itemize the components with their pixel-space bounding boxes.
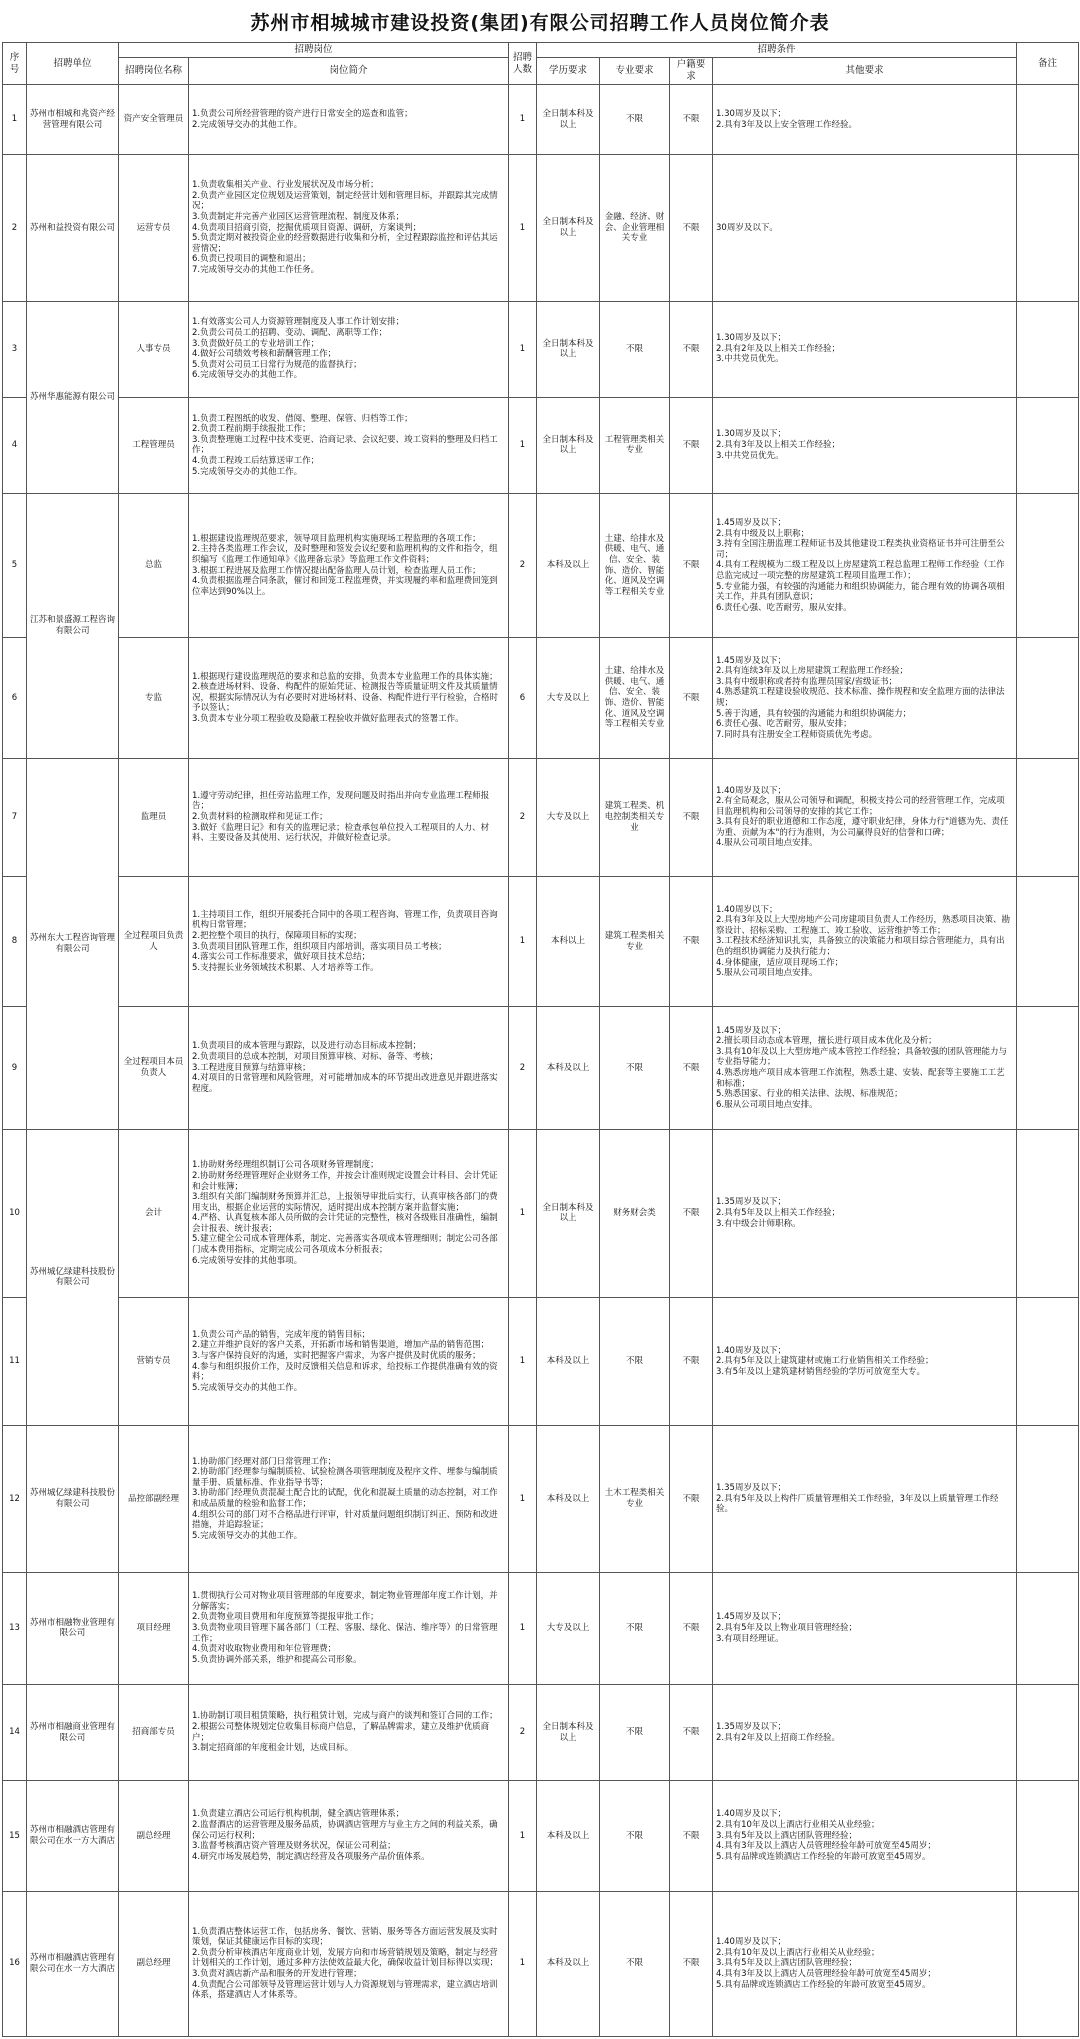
cell-desc: 1.协助制订项目租赁策略，执行租赁计划，完成与商户的谈判和签订合同的工作； 2.根据公司整体规划定位收集目标商户信息，了解品牌需求，建立及维护优质商户； 3.制定招商部的年度租金计划，达成目标。 (189, 1684, 509, 1780)
cell-desc: 1.根据现行建设监理规范的要求和总监的安排，负责本专业监理工作的具体实施； 2.核查进场材料、设备、构配件的原始凭证、检测报告等质量证明文件及其质量情况，根据实际情况认为有必要时对进场材料、设备、构配件进行平行检验，合格时予以签认； 3.负责本专业分项工程验收及隐蔽工程验收并做好监理表式的签署工作。 (189, 638, 509, 758)
cell-edu: 全日制本科及以上 (537, 155, 600, 301)
header-post-desc: 岗位简介 (189, 58, 509, 85)
cell-major: 土建、给排水及供暖、电气、通信、安全、装饰、造价、智能化、道风及空调等工程相关专业 (600, 638, 670, 758)
cell-major: 不限 (600, 1572, 670, 1684)
document-title: 苏州市相城城市建设投资(集团)有限公司招聘工作人员岗位简介表 (250, 12, 830, 34)
cell-post: 营销专员 (119, 1298, 189, 1426)
cell-desc: 1.负责工程图纸的收发、借阅、整理、保管、归档等工作； 2.负责工程前期手续报批工作； 3.负责整理施工过程中技术变更、洽商记录、会议纪要、竣工资料的整理及归档工作； 4.负责工程竣工后结算送审工作； 5.完成领导交办的其他工作。 (189, 397, 509, 493)
table-row (3, 155, 1079, 301)
cell-edu: 大专及以上 (537, 1572, 600, 1684)
cell-edu: 全日制本科及以上 (537, 301, 600, 397)
cell-seq: 10 (3, 1129, 27, 1297)
header-count: 招聘人数 (509, 43, 537, 85)
cell-major: 不限 (600, 301, 670, 397)
cell-remark (1017, 85, 1079, 155)
cell-seq: 2 (3, 155, 27, 301)
cell-edu: 本科及以上 (537, 1781, 600, 1891)
table-row (3, 1298, 1079, 1426)
cell-post: 副总经理 (119, 1891, 189, 2037)
cell-hukou: 不限 (670, 1426, 713, 1572)
cell-edu: 本科及以上 (537, 1007, 600, 1129)
cell-count: 1 (509, 155, 537, 301)
cell-seq: 15 (3, 1781, 27, 1891)
cell-seq: 6 (3, 638, 27, 758)
cell-edu: 全日制本科及以上 (537, 1684, 600, 1780)
cell-remark (1017, 1007, 1079, 1129)
table-row (3, 301, 1079, 397)
cell-remark (1017, 301, 1079, 397)
cell-hukou: 不限 (670, 1129, 713, 1297)
cell-other: 1.35周岁及以下； 2.具有2年及以上招商工作经验。 (713, 1684, 1017, 1780)
cell-desc: 1.根据建设监理规范要求，领导项目监理机构实施现场工程监理的各项工作； 2.主持各类监理工作会议，及时整理和签发会议纪要和监理机构的文件和指令，组织编写《监理工作通知单》《监理备忘录》等监理工作文件资料； 3.根据工程进展及监理工作情况提出配备监理人员计划，检查监理人员工作； 4.负责根据监理合同条款，催讨和回笼工程监理费，并实现履约率和监理费回笼到位率达到90%以上。 (189, 494, 509, 638)
cell-post: 工程管理员 (119, 397, 189, 493)
cell-edu: 本科及以上 (537, 1426, 600, 1572)
cell-post: 监理员 (119, 758, 189, 876)
cell-edu: 本科及以上 (537, 1891, 600, 2037)
cell-desc: 1.有效落实公司人力资源管理制度及人事工作计划安排； 2.负责公司员工的招聘、变动、调配、离职等工作； 3.负责做好员工的专业培训工作； 4.做好公司绩效考核和薪酬管理工作； 5.负责对公司员工日常行为规范的监督执行； 6.完成领导交办的其他工作。 (189, 301, 509, 397)
cell-remark (1017, 758, 1079, 876)
cell-count: 1 (509, 876, 537, 1006)
cell-hukou: 不限 (670, 1298, 713, 1426)
table-row (3, 1426, 1079, 1572)
cell-desc: 1.负责公司产品的销售，完成年度的销售目标； 2.建立并维护良好的客户关系，开拓新市场和销售渠道，增加产品的销售范围； 3.与客户保持良好的沟通，实时把握客户需求，为客户提供及时优质的服务； 4.参与和组织报价工作，及时反馈相关信息和诉求，给投标工作提供准确有效的资料； 5.完成领导交办的其他工作。 (189, 1298, 509, 1426)
cell-hukou: 不限 (670, 155, 713, 301)
cell-desc: 1.负责公司所经营管理的资产进行日常安全的巡查和监管； 2.完成领导交办的其他工作。 (189, 85, 509, 155)
cell-edu: 大专及以上 (537, 638, 600, 758)
cell-other: 1.30周岁及以下； 2.具有2年及以上相关工作经验； 3.中共党员优先。 (713, 301, 1017, 397)
cell-remark (1017, 397, 1079, 493)
cell-count: 1 (509, 1298, 537, 1426)
cell-desc: 1.遵守劳动纪律，担任旁站监理工作，发现问题及时指出并向专业监理工程师报告； 2.负责材料的检测取样和见证工作； 3.做好《监理日记》和有关的监理记录；检查承包单位投入工程项目的人力、材料、主要设备及其使用、运行状况，并做好检查记录。 (189, 758, 509, 876)
cell-edu: 本科及以上 (537, 494, 600, 638)
cell-unit: 江苏和景盛源工程咨询有限公司 (27, 494, 119, 759)
cell-major: 建筑工程类相关专业 (600, 876, 670, 1006)
cell-unit: 苏州东大工程咨询管理有限公司 (27, 758, 119, 1129)
cell-unit: 苏州市相融商业管理有限公司 (27, 1684, 119, 1780)
cell-other: 1.35周岁及以下； 2.具有5年及以上相关工作经验； 3.有中级会计师职称。 (713, 1129, 1017, 1297)
cell-major: 土建、给排水及供暖、电气、通信、安全、装饰、造价、智能化、道风及空调等工程相关专业 (600, 494, 670, 638)
cell-post: 资产安全管理员 (119, 85, 189, 155)
cell-count: 1 (509, 397, 537, 493)
cell-major: 建筑工程类、机电控制类相关专业 (600, 758, 670, 876)
cell-unit: 苏州城亿绿建科技股份有限公司 (27, 1129, 119, 1426)
table-row (3, 1007, 1079, 1129)
cell-other: 1.30周岁及以下； 2.具有3年及以上相关工作经验； 3.中共党员优先。 (713, 397, 1017, 493)
cell-seq: 11 (3, 1298, 27, 1426)
cell-post: 项目经理 (119, 1572, 189, 1684)
cell-hukou: 不限 (670, 1684, 713, 1780)
cell-other: 1.45周岁及以下； 2.具有5年及以上物业项目管理经验； 3.有项目经理证。 (713, 1572, 1017, 1684)
cell-hukou: 不限 (670, 494, 713, 638)
table-row (3, 1684, 1079, 1780)
recruitment-table (2, 42, 1079, 2037)
cell-remark (1017, 1684, 1079, 1780)
cell-major: 财务财会类 (600, 1129, 670, 1297)
cell-post: 副总经理 (119, 1781, 189, 1891)
cell-edu: 全日制本科及以上 (537, 397, 600, 493)
cell-major: 不限 (600, 1007, 670, 1129)
cell-remark (1017, 1298, 1079, 1426)
header-hukou: 户籍要求 (670, 58, 713, 85)
cell-post: 招商部专员 (119, 1684, 189, 1780)
cell-post: 品控部副经理 (119, 1426, 189, 1572)
cell-seq: 13 (3, 1572, 27, 1684)
cell-count: 2 (509, 1007, 537, 1129)
header-seq: 序号 (3, 43, 27, 85)
cell-edu: 大专及以上 (537, 758, 600, 876)
cell-other: 1.35周岁及以下； 2.具有5年及以上构件厂质量管理相关工作经验，3年及以上质量管理工作经验。 (713, 1426, 1017, 1572)
cell-hukou: 不限 (670, 758, 713, 876)
cell-major: 不限 (600, 1298, 670, 1426)
cell-hukou: 不限 (670, 1891, 713, 2037)
header-other: 其他要求 (713, 58, 1017, 85)
cell-post: 会计 (119, 1129, 189, 1297)
cell-unit: 苏州市相融物业管理有限公司 (27, 1572, 119, 1684)
cell-remark (1017, 1781, 1079, 1891)
cell-count: 1 (509, 1891, 537, 2037)
cell-desc: 1.负责收集相关产业、行业发展状况及市场分析； 2.负责产业园区定位规划及运营策划，制定经营计划和管理目标，并跟踪其完成情况； 3.负责制定并完善产业园区运营管理流程、制度及体系； 4.负责项目招商引资，挖掘优质项目资源、调研，方案谈判； 5.负责定期对被投资企业的经营数据进行收集和分析，全过程跟踪监控和评估其运营情况； 6.负责已投项目的调整和退出； 7.完成领导交办的其他工作任务。 (189, 155, 509, 301)
cell-hukou: 不限 (670, 876, 713, 1006)
cell-remark (1017, 494, 1079, 638)
cell-post: 运营专员 (119, 155, 189, 301)
cell-other: 1.40周岁及以下； 2.有全局观念，服从公司领导和调配，积极支持公司的经营管理工作，完成项目监理机构和公司领导的安排的其它工作； 3.具有良好的职业道德和工作态度，遵守职业纪律，身体力行"道德为先、责任为重、贡献为本"的行为准则，为公司赢得良好的信誉和口碑； 4.服从公司项目地点安排。 (713, 758, 1017, 876)
cell-seq: 3 (3, 301, 27, 397)
cell-other: 1.45周岁及以下； 2.擅长项目动态成本管理，擅长进行项目成本优化及分析； 3.具有10年及以上大型房地产成本管控工作经验；具备较强的团队管理能力与专业指导能力； 4.熟悉房地产项目成本管理工作流程，熟悉土建、安装、配套等主要施工工艺和标准； 5.熟悉国家、行业的相关法律、法规、标准规范； 6.服从公司项目地点安排。 (713, 1007, 1017, 1129)
cell-unit: 苏州城亿绿建科技股份有限公司 (27, 1426, 119, 1572)
cell-major: 金融、经济、财会、企业管理相关专业 (600, 155, 670, 301)
cell-unit: 苏州市相城和兆资产经营管理有限公司 (27, 85, 119, 155)
table-row (3, 85, 1079, 155)
cell-count: 2 (509, 494, 537, 638)
cell-remark (1017, 1572, 1079, 1684)
header-post-name: 招聘岗位名称 (119, 58, 189, 85)
cell-seq: 8 (3, 876, 27, 1006)
table-row (3, 758, 1079, 876)
cell-desc: 1.协助财务经理组织制订公司各项财务管理制度； 2.协助财务经理管理好企业财务工作，并按会计准则规定设置会计科目、会计凭证和会计账簿； 3.组织有关部门编制财务预算并汇总，上报领导审批后实行，认真审核各部门的费用支出，根据企业运营的实际情况，适时提出成本控制方案并监督实施； 4.严格、认真复核本部人员所做的会计凭证的完整性，核对各级账目准确性，编制会计报表、统计报表； 5.建立健全公司成本管理体系，制定、完善落实各项成本管理细则；制定公司各部门成本费用指标，定期完成公司各项成本分析报表； 6.完成领导安排的其他事项。 (189, 1129, 509, 1297)
cell-remark (1017, 1129, 1079, 1297)
cell-remark (1017, 1426, 1079, 1572)
cell-hukou: 不限 (670, 397, 713, 493)
cell-count: 1 (509, 1129, 537, 1297)
cell-other: 1.30周岁及以下； 2.具有3年及以上安全管理工作经验。 (713, 85, 1017, 155)
cell-post: 专监 (119, 638, 189, 758)
cell-desc: 1.贯彻执行公司对物业项目管理部的年度要求，制定物业管理部年度工作计划，并分解落实； 2.负责物业项目费用和年度预算等提报审批工作； 3.负责物业项目管理下属各部门（工程、客服、绿化、保洁、维序等）的日常管理工作； 4.负责对收取物业费用和年位管理费； 5.负责协调外部关系，维护和提高公司形象。 (189, 1572, 509, 1684)
table-row (3, 876, 1079, 1006)
cell-edu: 全日制本科及以上 (537, 85, 600, 155)
cell-other: 1.40周岁及以下； 2.具有10年及以上酒店行业相关从业经验； 3.具有5年及以上酒店团队管理经验； 4.具有3年及以上酒店人员管理经验年龄可放宽至45周岁； 5.具有品牌或连锁酒店工作经验的年龄可放宽至45周岁。 (713, 1781, 1017, 1891)
table-row (3, 1572, 1079, 1684)
table-row (3, 1129, 1079, 1297)
cell-edu: 本科以上 (537, 876, 600, 1006)
cell-seq: 1 (3, 85, 27, 155)
header-remark: 备注 (1017, 43, 1079, 85)
table-row (3, 638, 1079, 758)
table-row (3, 1891, 1079, 2037)
cell-seq: 5 (3, 494, 27, 638)
cell-remark (1017, 638, 1079, 758)
cell-count: 1 (509, 85, 537, 155)
table-row (3, 1781, 1079, 1891)
cell-count: 1 (509, 301, 537, 397)
cell-other: 30周岁及以下。 (713, 155, 1017, 301)
cell-post: 全过程项目本员负责人 (119, 1007, 189, 1129)
cell-seq: 14 (3, 1684, 27, 1780)
cell-seq: 9 (3, 1007, 27, 1129)
cell-hukou: 不限 (670, 1007, 713, 1129)
cell-edu: 本科及以上 (537, 1298, 600, 1426)
cell-remark (1017, 155, 1079, 301)
cell-other: 1.45周岁及以下； 2.具有中级及以上职称； 3.持有全国注册监理工程师证书及其他建设工程类执业资格证书并可注册至公司； 4.具有工程规模为二级工程及以上房屋建筑工程总监理工程师工作经验（工作总监完成过一项完整的房屋建筑工程项目监理工作）； 5.专业能力强，有较强的沟通能力和组织协调能力，能合理有效的协调各项相关工作，并具有团队意识； 6.责任心强、吃苦耐劳，服从安排。 (713, 494, 1017, 638)
cell-hukou: 不限 (670, 301, 713, 397)
cell-seq: 4 (3, 397, 27, 493)
table-row (3, 494, 1079, 638)
cell-count: 1 (509, 1426, 537, 1572)
cell-major: 不限 (600, 85, 670, 155)
cell-other: 1.40周岁以下； 2.具有3年及以上大型房地产公司房建项目负责人工作经历，熟悉项目决策、勘察设计、招标采购、工程施工、竣工验收、运营维护等工作； 3.工程技术经济知识扎实，具备独立的决策能力和项目综合管理能力，具有出色的组织协调能力及执行能力； 4.身体健康，适应项目现场工作； 5.服从公司项目地点安排。 (713, 876, 1017, 1006)
cell-seq: 16 (3, 1891, 27, 2037)
cell-desc: 1.主持项目工作，组织开展委托合同中的各项工程咨询、管理工作，负责项目咨询机构日常管理； 2.把控整个项目的执行，保障项目标的实现； 3.负责项目团队管理工作，组织项目内部培训，落实项目员工考核； 4.落实公司工作标准要求，做好项目技术总结； 5.支持握长业务领域技术积累、人才培养等工作。 (189, 876, 509, 1006)
cell-post: 人事专员 (119, 301, 189, 397)
cell-other: 1.40周岁及以下； 2.具有5年及以上建筑建材或施工行业销售相关工作经验； 3.有5年及以上建筑建材销售经验的学历可放宽至大专。 (713, 1298, 1017, 1426)
cell-major: 土木工程类相关专业 (600, 1426, 670, 1572)
cell-desc: 1.协助部门经理对部门日常管理工作； 2.协助部门经理参与编制质检、试验检测各项管理制度及程序文件、埋参与编制质量手册、质量标准、作业指导书等； 3.协助部门经理负责混凝土配合比的试配，优化和混凝土质量的动态控制，对工作和成品质量的检验和监督工作； 4.组织公司的部门对不合格品进行评审，针对质量问题组织制订纠正、预防和改进措施，并追踪验证； 5.完成领导交办的其他工作。 (189, 1426, 509, 1572)
cell-hukou: 不限 (670, 85, 713, 155)
cell-count: 1 (509, 1781, 537, 1891)
cell-seq: 12 (3, 1426, 27, 1572)
cell-unit: 苏州市相融酒店管理有限公司在水一方大酒店 (27, 1781, 119, 1891)
cell-major: 工程管理类相关专业 (600, 397, 670, 493)
header-major: 专业要求 (600, 58, 670, 85)
header-unit: 招聘单位 (27, 43, 119, 85)
cell-hukou: 不限 (670, 638, 713, 758)
cell-other: 1.45周岁及以下； 2.具有连续3年及以上房屋建筑工程监理工作经验； 3.具有中级职称或者持有监理员国家/省级证书； 4.熟悉建筑工程建设验收规范、技术标准、操作规程和安全监理方面的法律法规； 5.善于沟通，具有较强的沟通能力和组织协调能力； 6.责任心强、吃苦耐劳，服从安排； 7.同时具有注册安全工程师资质优先考虑。 (713, 638, 1017, 758)
cell-hukou: 不限 (670, 1781, 713, 1891)
cell-count: 2 (509, 1684, 537, 1780)
cell-remark (1017, 1891, 1079, 2037)
cell-edu: 全日制本科及以上 (537, 1129, 600, 1297)
cell-unit: 苏州市相融酒店管理有限公司在水一方大酒店 (27, 1891, 119, 2037)
header-condition-group: 招聘条件 (537, 43, 1017, 58)
cell-desc: 1.负责建立酒店公司运行机构机制，健全酒店管理体系； 2.监督酒店的运营管理及服务品质，协调酒店管理方与业主方之间的利益关系，确保公司运行权利； 3.监督考核酒店资产管理及财务状况，保证公司利益； 4.研究市场发展趋势，制定酒店经营及各项服务产品价值体系。 (189, 1781, 509, 1891)
cell-count: 6 (509, 638, 537, 758)
header-post-group: 招聘岗位 (119, 43, 509, 58)
cell-major: 不限 (600, 1684, 670, 1780)
cell-major: 不限 (600, 1781, 670, 1891)
cell-unit: 苏州华惠能源有限公司 (27, 301, 119, 493)
cell-other: 1.40周岁及以下； 2.具有10年及以上酒店行业相关从业经验； 3.具有5年及以上酒店团队管理经验； 4.具有3年及以上酒店人员管理经验年龄可放宽至45周岁； 5.具有品牌或连锁酒店工作经验的年龄可放宽至45周岁。 (713, 1891, 1017, 2037)
cell-remark (1017, 876, 1079, 1006)
cell-major: 不限 (600, 1891, 670, 2037)
cell-post: 全过程项目负责人 (119, 876, 189, 1006)
header-edu: 学历要求 (537, 58, 600, 85)
cell-unit: 苏州和益投资有限公司 (27, 155, 119, 301)
cell-count: 1 (509, 1572, 537, 1684)
cell-count: 2 (509, 758, 537, 876)
cell-seq: 7 (3, 758, 27, 876)
cell-post: 总监 (119, 494, 189, 638)
cell-desc: 1.负责酒店整体运营工作，包括房务、餐饮、营销、服务等各方面运营发展及实时策划，保证其健康运作目标的实现； 2.负责分析审核酒店年度商业计划，发展方向和市场营销规划及策略，制定与经营计划相关的工作计划，通过多种方法使效益最大化，确保收益计划目标得以实现； 3.负责对酒店新产品和服务的开发进行管理； 4.负责配合公司部领导及管理运营计划与人力资源规划与管理需求，建立酒店培训体系，搭建酒店人才体系等。 (189, 1891, 509, 2037)
cell-desc: 1.负责项目的成本管理与跟踪，以及进行动态目标成本控制； 2.负责项目的总成本控制，对项目预算审核、对标、备等、考核； 3.工程进度目预算与结算审核； 4.对项目的日常管理和风险管理，对可能增加成本的环节提出改进意见并跟进落实程度。 (189, 1007, 509, 1129)
table-row (3, 397, 1079, 493)
cell-hukou: 不限 (670, 1572, 713, 1684)
